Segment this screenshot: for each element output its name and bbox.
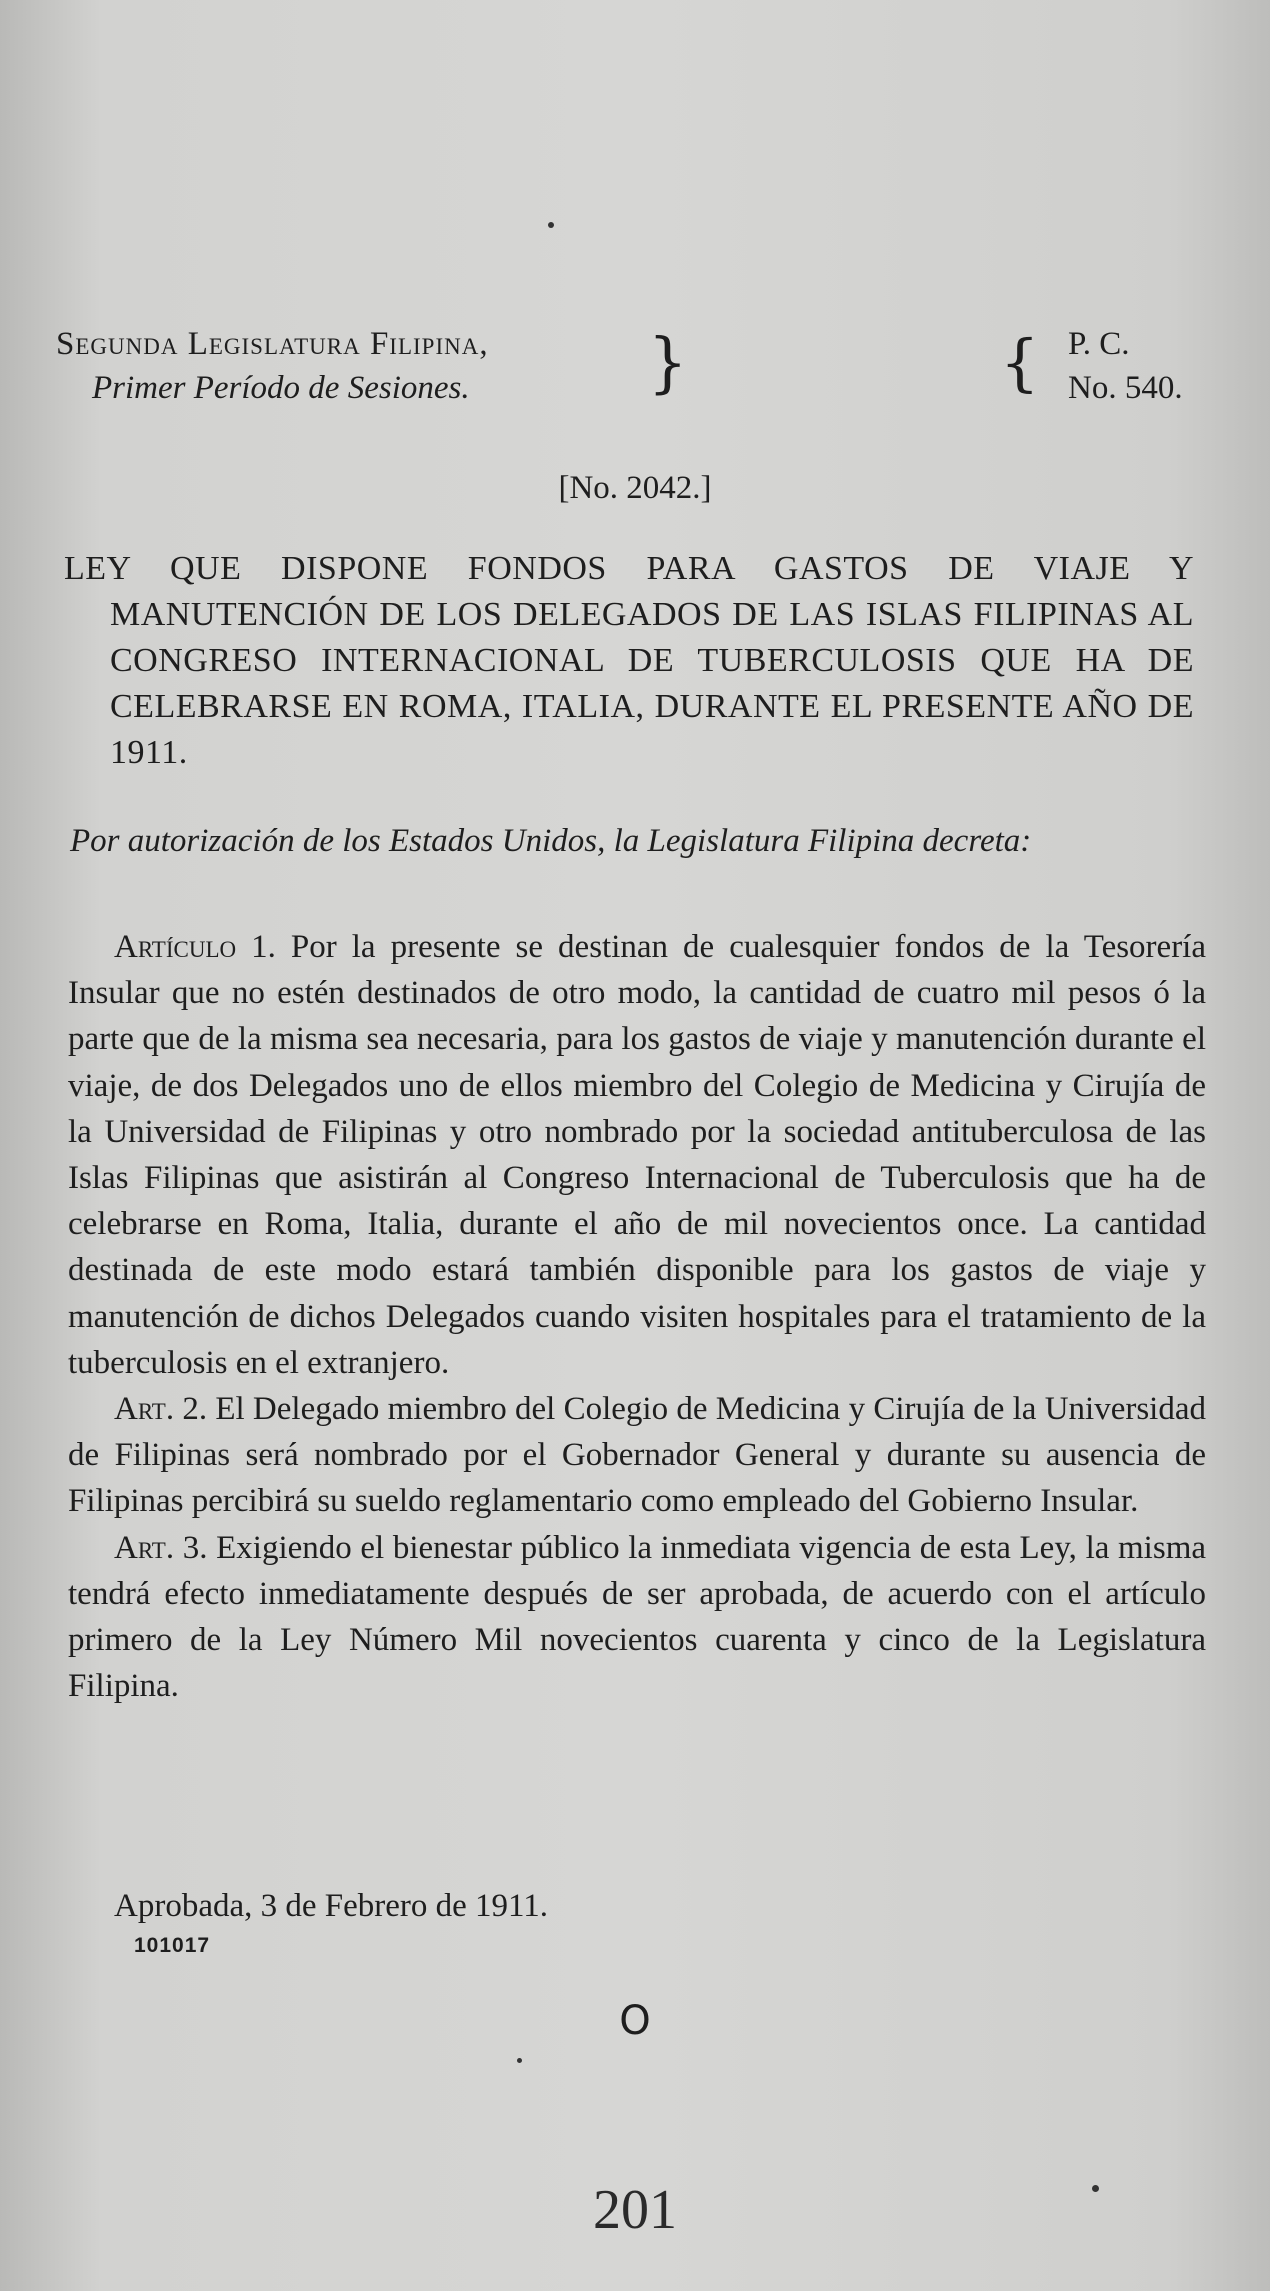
print-code: 101017 — [134, 1934, 211, 1957]
article-label: Art. 2. — [114, 1391, 208, 1428]
act-title — [64, 546, 1194, 776]
approval-date: Aprobada, 3 de Febrero de 1911. — [114, 1888, 549, 1924]
enacting-clause-text: Por autorización de los Estados Unidos, la Legislatura Filipina decreta: — [70, 823, 1032, 859]
session-period: Primer Período de Sesiones. — [92, 370, 470, 406]
session-header — [56, 322, 489, 410]
article-label: Artículo 1. — [114, 929, 276, 965]
article-1 — [68, 924, 1206, 1386]
article-3 — [68, 1525, 1206, 1710]
bill-reference — [1068, 322, 1183, 410]
act-body — [68, 924, 1206, 1709]
bill-number: No. 540. — [1068, 370, 1183, 406]
article-text: Exigiendo el bienestar público la inmediata vigencia de esta Ley, la misma tendrá efecto inmediatamente después de ser aprobada, de acuerdo con el artículo primero de la Ley Número Mil novecientos cuarenta y cinco de la Legislatura Filipina. — [68, 1529, 1207, 1705]
article-2 — [68, 1386, 1206, 1525]
act-number: [No. 2042.] — [558, 470, 712, 506]
right-brace-glyph: } — [648, 324, 688, 401]
act-title-text: LEY QUE DISPONE FONDOS PARA GASTOS DE VIAJE Y MANUTENCIÓN DE LOS DELEGADOS DE LAS ISLAS FILIPINAS AL CONGRESO INTERNACIONAL DE TUBERCULOSIS QUE HA DE CELEBRARSE EN ROMA, ITALIA, DURANTE EL PRESENTE AÑO DE 1911. — [64, 550, 1194, 771]
article-text: El Delegado miembro del Colegio de Medicina y Cirujía de la Universidad de Filipinas será nombrado por el Gobernador General y durante su ausencia de Filipinas percibirá su sueldo reglamentario como empleado del Gobierno Insular. — [68, 1391, 1206, 1520]
end-mark: O — [619, 1998, 651, 2044]
article-text: Por la presente se destinan de cualesquier fondos de la Tesorería Insular que no estén destinados de otro modo, la cantidad de cuatro mil pesos ó la parte que de la misma sea necesaria, para los gastos de viaje y manutención durante el viaje, de dos Delegados uno de ellos miembro del Colegio de Medicina y Cirujía de la Universidad de Filipinas y otro nombrado por la sociedad antituberculosa de las Islas Filipinas que asistirán al Congreso Internacional de Tuberculosis que ha de celebrarse en Roma, Italia, durante el año de mil novecientos once. La cantidad destinada de este modo estará también disponible para los gastos de viaje y manutención de dichos Delegados cuando visiten hospitales para el tratamiento de la tuberculosis en el extranjero. — [68, 929, 1206, 1381]
ink-speck — [548, 222, 554, 228]
article-label: Art. 3. — [114, 1529, 208, 1566]
bill-type: P. C. — [1068, 326, 1130, 362]
page-number: 201 — [593, 2179, 677, 2241]
ink-speck — [517, 2058, 522, 2063]
enacting-clause — [70, 818, 1200, 864]
legislature-name: Segunda Legislatura Filipina, — [56, 326, 489, 362]
ink-speck — [1092, 2185, 1099, 2192]
left-brace-glyph: { — [1000, 326, 1040, 399]
